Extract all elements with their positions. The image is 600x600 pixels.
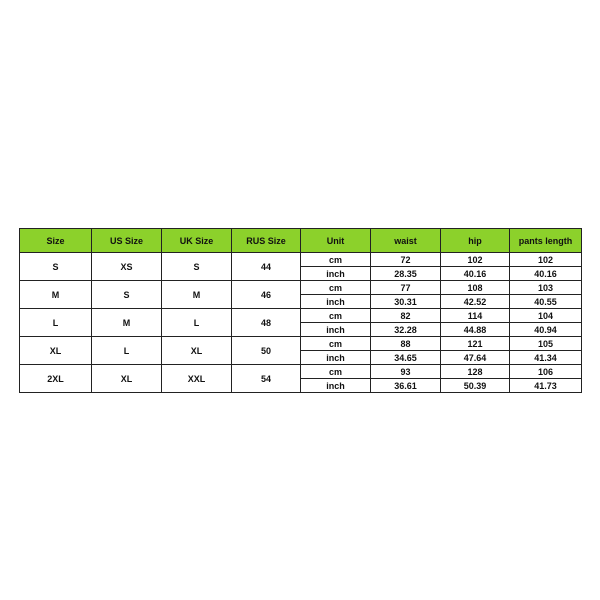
hip-cell: 50.39 — [441, 379, 510, 393]
table-row — [20, 281, 582, 295]
unit-cell: cm — [301, 253, 371, 267]
header-size: Size — [20, 229, 92, 253]
unit-cell: cm — [301, 337, 371, 351]
hip-cell: 121 — [441, 337, 510, 351]
us-size-cell: L — [92, 337, 162, 365]
us-size-cell: XS — [92, 253, 162, 281]
waist-cell: 34.65 — [371, 351, 441, 365]
pants-length-cell: 41.73 — [510, 379, 582, 393]
header-uk-size: UK Size — [162, 229, 232, 253]
waist-cell: 32.28 — [371, 323, 441, 337]
waist-cell: 93 — [371, 365, 441, 379]
hip-cell: 40.16 — [441, 267, 510, 281]
pants-length-cell: 106 — [510, 365, 582, 379]
header-row — [20, 229, 582, 253]
waist-cell: 72 — [371, 253, 441, 267]
waist-cell: 88 — [371, 337, 441, 351]
waist-cell: 82 — [371, 309, 441, 323]
pants-length-cell: 40.16 — [510, 267, 582, 281]
unit-cell: cm — [301, 309, 371, 323]
table-row — [20, 309, 582, 323]
pants-length-cell: 102 — [510, 253, 582, 267]
rus-size-cell: 44 — [232, 253, 301, 281]
hip-cell: 47.64 — [441, 351, 510, 365]
rus-size-cell: 46 — [232, 281, 301, 309]
unit-cell: inch — [301, 379, 371, 393]
header-hip: hip — [441, 229, 510, 253]
unit-cell: inch — [301, 351, 371, 365]
hip-cell: 44.88 — [441, 323, 510, 337]
header-unit: Unit — [301, 229, 371, 253]
table-row — [20, 337, 582, 351]
waist-cell: 77 — [371, 281, 441, 295]
unit-cell: inch — [301, 295, 371, 309]
pants-length-cell: 41.34 — [510, 351, 582, 365]
pants-length-cell: 103 — [510, 281, 582, 295]
table-row — [20, 253, 582, 267]
pants-length-cell: 40.94 — [510, 323, 582, 337]
size-chart-table — [19, 228, 582, 393]
hip-cell: 128 — [441, 365, 510, 379]
header-pants-length: pants length — [510, 229, 582, 253]
us-size-cell: S — [92, 281, 162, 309]
header-rus-size: RUS Size — [232, 229, 301, 253]
us-size-cell: XL — [92, 365, 162, 393]
rus-size-cell: 50 — [232, 337, 301, 365]
hip-cell: 102 — [441, 253, 510, 267]
rus-size-cell: 48 — [232, 309, 301, 337]
hip-cell: 42.52 — [441, 295, 510, 309]
unit-cell: cm — [301, 281, 371, 295]
waist-cell: 36.61 — [371, 379, 441, 393]
size-cell: XL — [20, 337, 92, 365]
pants-length-cell: 105 — [510, 337, 582, 351]
uk-size-cell: S — [162, 253, 232, 281]
us-size-cell: M — [92, 309, 162, 337]
unit-cell: inch — [301, 323, 371, 337]
table-row — [20, 365, 582, 379]
size-cell: S — [20, 253, 92, 281]
uk-size-cell: XXL — [162, 365, 232, 393]
hip-cell: 108 — [441, 281, 510, 295]
uk-size-cell: M — [162, 281, 232, 309]
hip-cell: 114 — [441, 309, 510, 323]
size-cell: 2XL — [20, 365, 92, 393]
header-waist: waist — [371, 229, 441, 253]
size-cell: M — [20, 281, 92, 309]
unit-cell: inch — [301, 267, 371, 281]
waist-cell: 28.35 — [371, 267, 441, 281]
rus-size-cell: 54 — [232, 365, 301, 393]
pants-length-cell: 40.55 — [510, 295, 582, 309]
header-us-size: US Size — [92, 229, 162, 253]
uk-size-cell: XL — [162, 337, 232, 365]
waist-cell: 30.31 — [371, 295, 441, 309]
pants-length-cell: 104 — [510, 309, 582, 323]
unit-cell: cm — [301, 365, 371, 379]
uk-size-cell: L — [162, 309, 232, 337]
size-cell: L — [20, 309, 92, 337]
